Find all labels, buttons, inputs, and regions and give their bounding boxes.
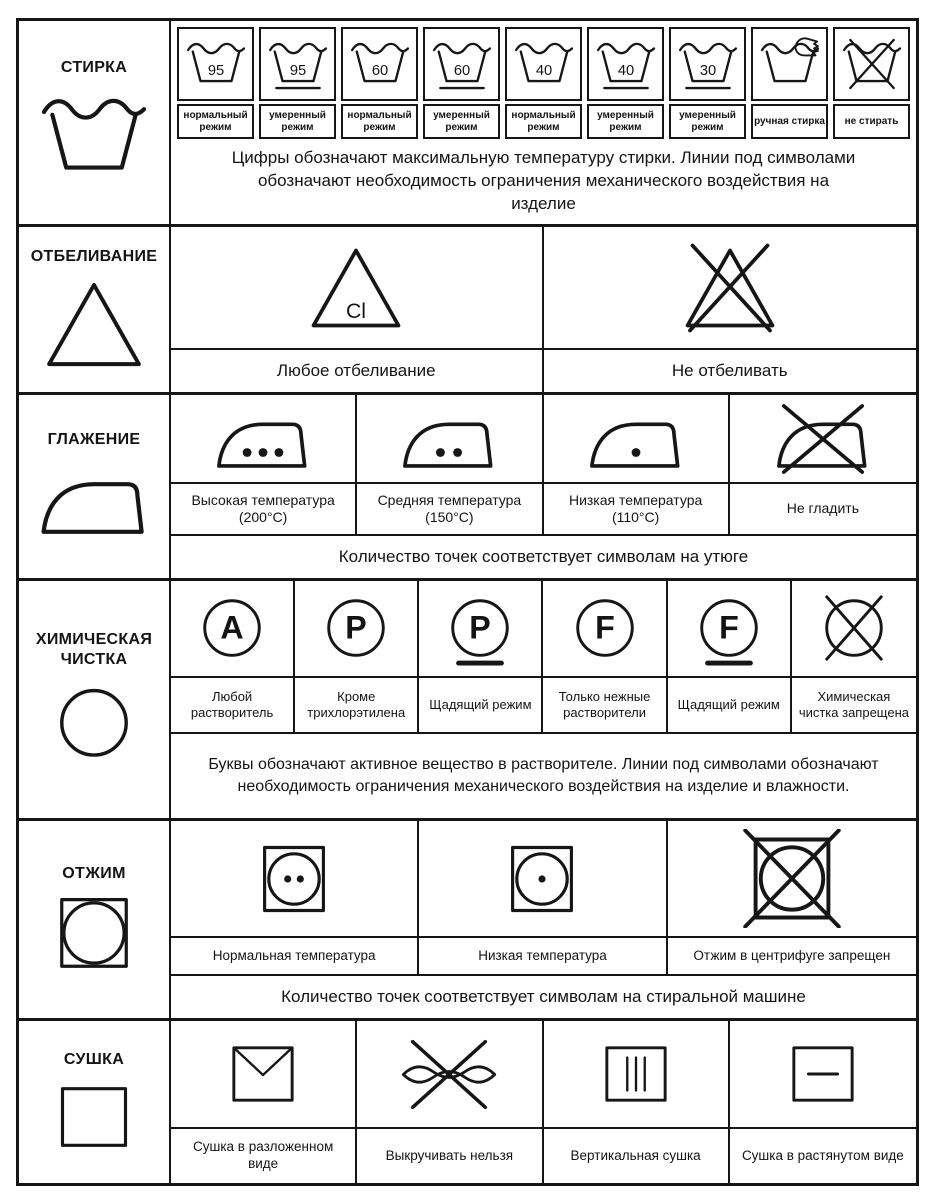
svg-text:30: 30	[699, 62, 716, 79]
dry-square-icon	[52, 1080, 136, 1154]
drycleaning-label: ХИМИЧЕСКАЯ ЧИСТКА	[35, 631, 153, 668]
drying-label: СУШКА	[63, 1051, 125, 1069]
iron-one-dot-icon	[587, 402, 685, 476]
wash-60-underlined-icon	[431, 36, 493, 92]
ironing-symbol-row	[171, 395, 916, 482]
do-not-iron-icon	[774, 402, 872, 476]
wash-95-icon	[185, 36, 247, 92]
vertical-dry-icon	[597, 1040, 675, 1108]
spinning-side-header	[19, 821, 171, 1018]
dry-caption: Выкручивать нельзя	[357, 1129, 543, 1183]
bleaching-symbol-row	[171, 227, 916, 348]
washing-note-text: Цифры обозначают максимальную температуру стирки. Линии под символами обозначают необходимость ограничения механического воздействия на изделие	[231, 148, 856, 213]
drying-side-header	[19, 1021, 171, 1183]
dryclean-caption: Кроме трихлорэтилена	[295, 678, 419, 732]
drycleaning-note-text: Буквы обозначают активное вещество в растворителе. Линии под символами обозначают необходимость ограничения механического воздействия на изделие и влажности.	[208, 756, 879, 795]
care-symbols-table	[16, 18, 919, 1186]
dry-clean-P-underlined-icon	[441, 591, 519, 667]
wash-40-underlined-icon	[595, 36, 657, 92]
wash-30-underlined-icon	[677, 36, 739, 92]
dryclean-caption: Только нежные растворители	[543, 678, 667, 732]
wash-caption: нормальный режим	[341, 104, 418, 139]
bleaching-label: ОТБЕЛИВАНИЕ	[30, 248, 158, 266]
iron-medium-cell	[357, 395, 543, 482]
no-dry-clean-icon	[815, 591, 893, 667]
dry-clean-P-icon	[317, 591, 395, 667]
spin-caption: Отжим в центрифуге запрещен	[693, 947, 891, 963]
washing-symbol-row	[171, 21, 916, 101]
do-not-bleach-cell	[544, 227, 917, 348]
wash-caption: умеренный режим	[259, 104, 336, 139]
bleaching-content	[171, 227, 916, 392]
dryclean-A-cell	[171, 581, 295, 676]
spinning-note	[171, 974, 916, 1018]
dry-caption: Вертикальная сушка	[544, 1129, 730, 1183]
drycleaning-note	[171, 732, 916, 818]
do-not-bleach-icon	[680, 243, 780, 333]
spinning-caption-row	[171, 936, 916, 974]
ironing-note-text: Количество точек соответствует символам на утюге	[338, 546, 749, 566]
wash-caption: нормальный режим	[505, 104, 582, 139]
ironing-note	[171, 534, 916, 578]
dry-caption: Сушка в растянутом виде	[741, 1147, 904, 1163]
wash-caption: ручная стирка	[751, 104, 828, 139]
iron-caption: Низкая температура (110°С)	[544, 484, 730, 534]
no-spin-cell	[668, 821, 916, 936]
svg-text:60: 60	[371, 62, 388, 79]
do-not-wring-cell	[357, 1021, 543, 1127]
wash-60-mild-cell	[423, 27, 500, 101]
do-not-wash-icon	[841, 36, 903, 92]
drycleaning-symbol-row	[171, 581, 916, 676]
dry-clean-F-icon	[566, 591, 644, 667]
wash-60-icon	[349, 36, 411, 92]
iron-three-dots-icon	[214, 402, 312, 476]
wash-95-underlined-icon	[267, 36, 329, 92]
iron-two-dots-icon	[400, 402, 498, 476]
svg-text:F: F	[594, 609, 615, 646]
ironing-caption-row	[171, 482, 916, 534]
spin-low-cell	[419, 821, 667, 936]
drycleaning-caption-row	[171, 676, 916, 732]
do-not-iron-cell	[730, 395, 916, 482]
section-drycleaning	[19, 581, 916, 821]
no-spin-icon	[740, 829, 844, 928]
line-dry-cell	[544, 1021, 730, 1127]
section-spinning	[19, 821, 916, 1021]
wash-60-normal-cell	[341, 27, 418, 101]
iron-caption: Средняя температура (150°С)	[357, 484, 543, 534]
do-not-wring-icon	[396, 1037, 502, 1112]
dry-flat-cell	[171, 1021, 357, 1127]
washing-content	[171, 21, 916, 224]
svg-text:Cl: Cl	[346, 298, 367, 323]
wash-caption: нормальный режим	[177, 104, 254, 139]
section-drying	[19, 1021, 916, 1183]
svg-text:P: P	[469, 609, 492, 646]
drying-symbol-row	[171, 1021, 916, 1127]
section-ironing	[19, 395, 916, 581]
hand-wash-cell	[751, 27, 828, 101]
ironing-side-header	[19, 395, 171, 578]
spinning-label: ОТЖИМ	[62, 864, 126, 882]
washing-label: СТИРКА	[60, 58, 128, 76]
spin-normal-cell	[171, 821, 419, 936]
svg-text:40: 40	[535, 62, 552, 79]
bleaching-caption-row	[171, 348, 916, 392]
spin-one-dot-icon	[500, 839, 584, 919]
dryclean-caption: Химическая чистка запрещена	[798, 688, 909, 720]
wash-40-mild-cell	[587, 27, 664, 101]
iron-caption: Не гладить	[786, 500, 859, 517]
wash-30-mild-cell	[669, 27, 746, 101]
svg-text:60: 60	[453, 62, 470, 79]
wash-40-normal-cell	[505, 27, 582, 101]
washing-caption-row	[171, 101, 916, 139]
stretched-dry-icon	[784, 1040, 862, 1108]
bleach-caption: Любое отбеливание	[171, 350, 544, 392]
wash-tub-icon	[38, 87, 150, 187]
dryclean-P-underlined-cell	[419, 581, 543, 676]
svg-text:95: 95	[289, 62, 306, 79]
svg-text:F: F	[718, 609, 739, 646]
spinning-symbol-row	[171, 821, 916, 936]
dry-clean-circle-icon	[48, 679, 140, 769]
bleach-caption: Не отбеливать	[671, 361, 788, 381]
ironing-label: ГЛАЖЕНИЕ	[47, 430, 141, 448]
section-bleaching	[19, 227, 916, 395]
dry-clean-F-underlined-icon	[690, 591, 768, 667]
washing-note	[171, 139, 916, 224]
hand-wash-icon	[759, 36, 821, 92]
spin-two-dots-icon	[252, 839, 336, 919]
chlorine-bleach-cell	[171, 227, 544, 348]
wash-caption: умеренный режим	[587, 104, 664, 139]
dryclean-P-cell	[295, 581, 419, 676]
wash-95-normal-cell	[177, 27, 254, 101]
dryclean-caption: Щадящий режим	[419, 678, 543, 732]
section-washing	[19, 21, 916, 227]
dry-stretched-cell	[730, 1021, 916, 1127]
dryclean-F-underlined-cell	[668, 581, 792, 676]
chlorine-bleach-icon	[306, 243, 406, 333]
iron-low-cell	[544, 395, 730, 482]
tumble-square-circle-icon	[51, 893, 137, 975]
spinning-content	[171, 821, 916, 1018]
svg-text:P: P	[345, 609, 367, 646]
bleaching-side-header	[19, 227, 171, 392]
dry-caption: Сушка в разложенном виде	[171, 1129, 357, 1183]
ironing-content	[171, 395, 916, 578]
drycleaning-content	[171, 581, 916, 818]
wash-caption: не стирать	[833, 104, 910, 139]
dry-flat-envelope-icon	[224, 1040, 302, 1108]
dryclean-caption: Щадящий режим	[668, 678, 792, 732]
wash-95-mild-cell	[259, 27, 336, 101]
drying-content	[171, 1021, 916, 1183]
do-not-wash-cell	[833, 27, 910, 101]
spin-caption: Нормальная температура	[171, 938, 419, 974]
drycleaning-side-header	[19, 581, 171, 818]
svg-text:A: A	[220, 609, 244, 646]
iron-icon	[38, 459, 150, 543]
dryclean-caption: Любой растворитель	[171, 678, 295, 732]
wash-caption: умеренный режим	[669, 104, 746, 139]
spinning-note-text: Количество точек соответствует символам на стиральной машине	[281, 986, 806, 1006]
spin-caption: Низкая температура	[419, 938, 667, 974]
no-dryclean-cell	[792, 581, 916, 676]
dry-clean-A-icon	[193, 591, 271, 667]
wash-caption: умеренный режим	[423, 104, 500, 139]
svg-text:40: 40	[617, 62, 634, 79]
washing-side-header	[19, 21, 171, 224]
wash-40-icon	[513, 36, 575, 92]
iron-caption: Высокая температура (200°С)	[171, 484, 357, 534]
iron-high-cell	[171, 395, 357, 482]
svg-text:95: 95	[207, 62, 224, 79]
dryclean-F-cell	[543, 581, 667, 676]
drying-caption-row	[171, 1127, 916, 1183]
bleach-triangle-icon	[41, 277, 147, 372]
